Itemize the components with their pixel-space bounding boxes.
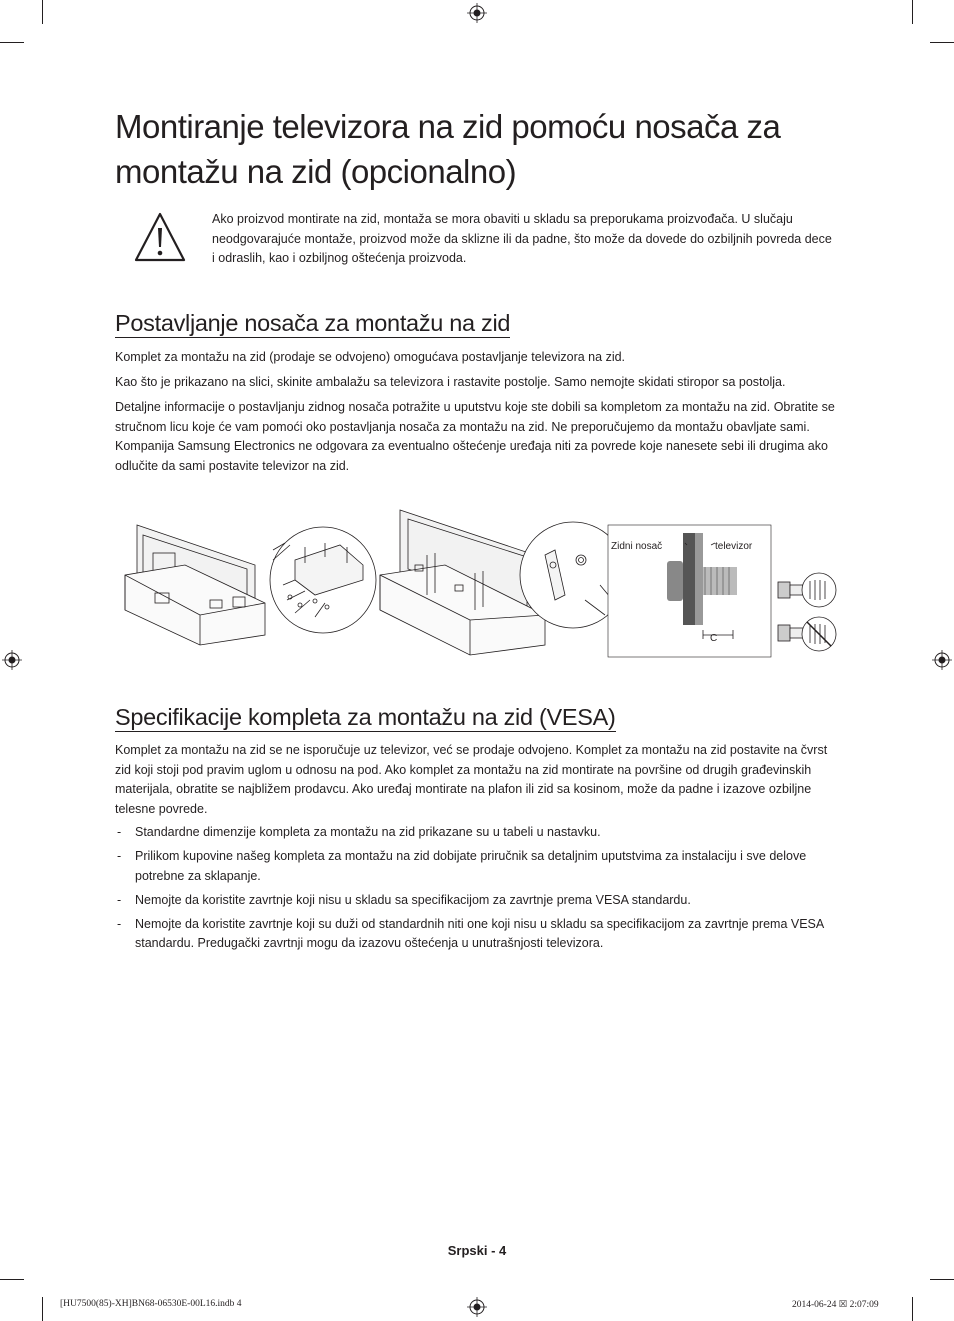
section-heading-mounting [115, 308, 510, 338]
crop-mark [0, 1279, 24, 1280]
crop-mark [912, 0, 913, 24]
bullet-list [115, 823, 840, 958]
tv-back-illustration [125, 525, 265, 645]
label-c: C [710, 633, 718, 644]
warning-text: Ako proizvod montirate na zid, montaža se mora obaviti u skladu sa preporukama proizvođača. U slučaju neodgovarajuće montaže, proizvod može da sklizne ili da padne, što može da dovede do ozbiljnih povreda dece i odraslih, kao i ozbiljnog oštećenja proizvoda. [212, 212, 832, 265]
registration-mark-icon [2, 650, 22, 670]
paragraph: Komplet za montažu na zid (prodaje se odvojeno) omogućava postavljanje televizora na zid. [115, 350, 626, 364]
page-number: Srpski - 4 [447, 1243, 507, 1258]
registration-mark-icon [932, 650, 952, 670]
paragraph: Komplet za montažu na zid se ne isporučuje uz televizor, već se prodaje odvojeno. Komplet za montažu na zid postavite na čvrst zid koji stoji pod pravim uglom u odnosu na pod. Ako komplet za montažu na zid montirate na površine od drugih građevinskih materijala, obratite se najbližem prodavcu. Ako uređaj montirate na plafon ili zid sa kosinom, može da padne i izazove ozbiljne telesne povrede. [115, 743, 828, 816]
list-item: - Standardne dimenzije kompleta za montažu na zid prikazane su u tabeli u nastavku. [115, 823, 840, 843]
crop-mark [0, 42, 24, 43]
crop-mark [42, 0, 43, 24]
timestamp: 2014-06-24 ☒ 2:07:09 [792, 1300, 879, 1310]
paragraph: Detaljne informacije o postavljanju zidnog nosača potražite u uputstvu koje ste dobili sa kompletom za montažu na zid. Obratite se stručnom licu koje će vam pomoći oko postavljanja nosača za montažu na zid. Ne preporučujemo da montažu obavljate sami. Kompanija Samsung Electronics ne odgovara za eventualno oštećenje uređaja niti za povrede koje nanesete sebi ili drugima ako odlučite da sami postavite televizor na zid. [115, 400, 835, 473]
crop-mark [930, 42, 954, 43]
list-item: - Prilikom kupovine našeg kompleta za montažu na zid dobijate priručnik sa detaljnim uputstvima za instalaciju i sve delove potrebne za sklapanje. [115, 847, 840, 886]
crop-mark [42, 1297, 43, 1321]
section-heading-label: Specifikacije kompleta za montažu na zid (VESA) [115, 704, 616, 730]
wrong-screw-icon [778, 617, 836, 651]
page-title: Montiranje televizora na zid pomoću nosača za montažu na zid (opcionalno) [115, 108, 781, 190]
list-item: - Nemojte da koristite zavrtnje koji su duži od standardnih niti one koji nisu u skladu sa specifikacijom za zavrtnje prema VESA standardu. Predugački zavrtnji mogu da izazovu oštećenja u unutrašnjosti televizora. [115, 915, 840, 954]
wall-mount-illustration [115, 505, 840, 665]
crop-mark [930, 1279, 954, 1280]
file-slug: [HU7500(85)-XH]BN68-06530E-00L16.indb 4 [60, 1299, 242, 1309]
label-tv: televizor [715, 541, 753, 552]
section-heading-vesa [115, 702, 616, 732]
warning-triangle-icon [132, 210, 188, 264]
list-item: - Nemojte da koristite zavrtnje koji nisu u skladu sa specifikacijom za zavrtnje prema VESA standardu. [115, 891, 840, 911]
section-heading-label: Postavljanje nosača za montažu na zid [115, 310, 511, 336]
paragraph: Kao što je prikazano na slici, skinite ambalažu sa televizora i rastavite postolje. Samo nemojte skidati stiropor sa postolja. [115, 375, 786, 389]
correct-screw-icon [778, 573, 836, 607]
label-wall-bracket: Zidni nosač [611, 541, 663, 552]
registration-mark-icon [467, 1297, 487, 1317]
crop-mark [912, 1297, 913, 1321]
bracket-detail-magnifier [270, 527, 376, 633]
registration-mark-icon [467, 3, 487, 23]
